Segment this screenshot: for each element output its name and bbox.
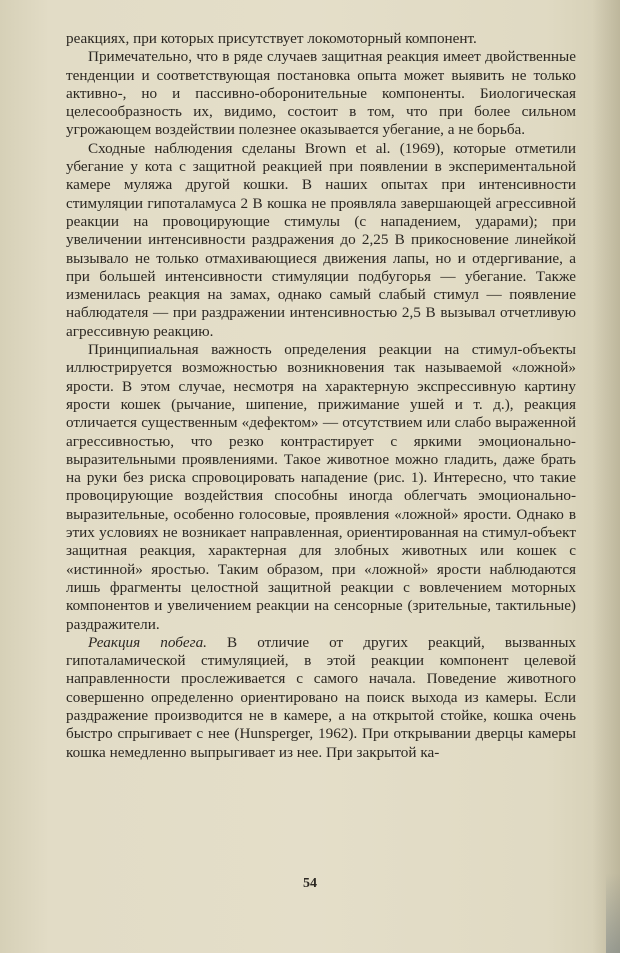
paragraph-2: Примечательно, что в ряде случаев защитная реакция имеет двойственные тенденции и соответствующая постановка опыта может выявить не только активно-, но и пассивно-оборонительные компоненты. Биологическая целесообразность их, видимо, состоит в том, что при более сильном угрожающем воздействии полезнее оказывается убегание, а не борьба. [66, 48, 576, 139]
paragraph-5-text: В отличие от других реакций, вызванных гипоталамической стимуляцией, в этой реакции компонент целевой направленности прослеживается с самого начала. Поведение животного совершенно определенно ориентировано на поиск выхода из камеры. Если раздражение производится не в камере, а на открытой стойке, кошка очень быстро спрыгивает с нее (Hunsperger, 1962). При открывании дверцы камеры кошка немедленно выпрыгивает из нее. При закрытой ка- [66, 633, 576, 761]
corner-scan-mark [606, 873, 620, 953]
page-number: 54 [303, 876, 317, 891]
paragraph-1: реакциях, при которых присутствует локомоторный компонент. [66, 30, 477, 47]
page-edge-shadow [592, 0, 620, 953]
body-text [66, 30, 576, 762]
paragraph-3: Сходные наблюдения сделаны Brown et al. (1969), которые отметили убегание у кота с защитной реакцией при появлении в экспериментальной камере муляжа другой кошки. В наших опытах при интенсивности стимуляции гипоталамуса 2 В кошка не проявляла завершающей агрессивной реакции на провоцирующие стимулы (с нападением, ударами); при увеличении интенсивности раздражения до 2,25 В прикосновение линейкой вызывало не только отмахивающиеся движения лапы, но и отдергивание, а при большей интенсивности стимуляции подбугорья — убегание. Также изменилась реакция на замах, однако самый слабый стимул — появление наблюдателя — при раздражении интенсивностью 2,5 В вызывал отчетливую агрессивную реакцию. [66, 139, 576, 340]
section-run-in-heading: Реакция побега. [88, 633, 207, 651]
paragraph-5 [66, 634, 576, 762]
paragraph-4: Принципиальная важность определения реакции на стимул-объекты иллюстрируется возможностью возникновения так называемой «ложной» ярости. В этом случае, несмотря на характерную экспрессивную картину ярости кошек (рычание, шипение, прижимание ушей и т. д.), реакция отличается существенным «дефектом» — отсутствием или слабо выраженной агрессивностью, что резко контрастирует с яркими эмоционально-выразительными проявлениями. Такое животное можно гладить, даже брать на руки без риска спровоцировать нападение (рис. 1). Интересно, что такие провоцирующие воздействия способны иногда облегчать эмоционально-выразительные, особенно голосовые, проявления «ложной» ярости. Однако в этих условиях не возникает направленная, ориентированная на стимул-объект защитная реакция, характерная для злобных животных или кошек с «истинной» яростью. Таким образом, при «ложной» ярости наблюдаются лишь фрагменты целостной защитной реакции с вовлечением моторных компонентов и увеличением реакции на сенсорные (зрительные, тактильные) раздражители. [66, 341, 576, 633]
